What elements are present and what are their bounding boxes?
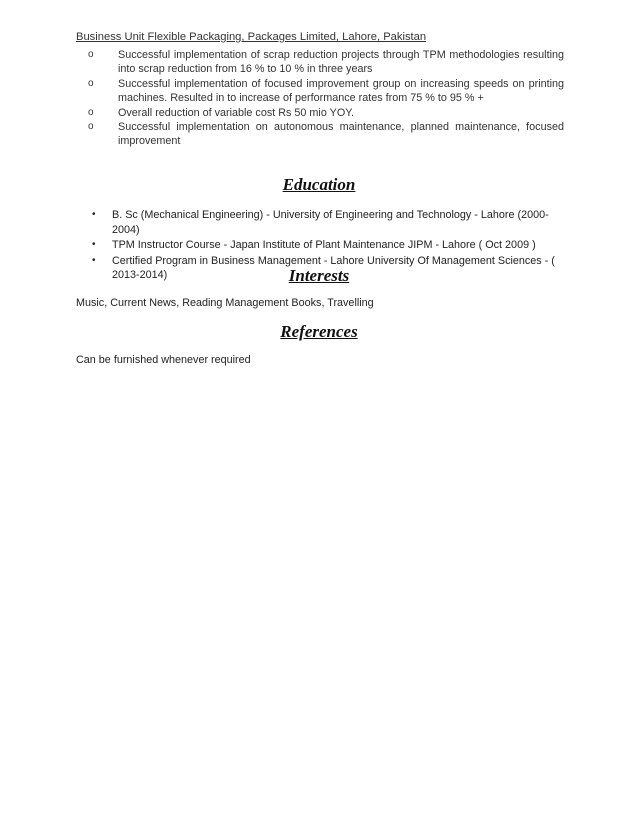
achievements-list bbox=[86, 48, 564, 149]
employer-line: Business Unit Flexible Packaging, Packages Limited, Lahore, Pakistan bbox=[76, 31, 427, 43]
education-heading: Education bbox=[282, 175, 356, 194]
interests-heading: Interests bbox=[288, 266, 350, 285]
achievement-text: Successful implementation of scrap reduction projects through TPM methodologies resulting into scrap reduction from 16 % to 10 % in three years bbox=[118, 49, 564, 76]
achievement-item bbox=[86, 77, 564, 106]
interests-text: Music, Current News, Reading Management Books, Travelling bbox=[76, 297, 374, 309]
education-item bbox=[92, 238, 572, 253]
achievement-item bbox=[86, 106, 564, 120]
references-heading: References bbox=[280, 322, 358, 341]
bullet-icon: • bbox=[92, 254, 96, 266]
achievement-text: Overall reduction of variable cost Rs 50 mio YOY. bbox=[118, 106, 355, 119]
bullet-icon: • bbox=[92, 209, 96, 220]
references-text: Can be furnished whenever required bbox=[76, 354, 251, 366]
education-text: Certified Program in Business Management - Lahore University Of Management Sciences - ( 2013-2014) bbox=[112, 254, 555, 282]
achievement-text: Successful implementation on autonomous maintenance, planned maintenance, focused improvement bbox=[118, 121, 564, 148]
circle-bullet-icon: o bbox=[88, 49, 94, 60]
education-text: TPM Instructor Course - Japan Institute of Plant Maintenance JIPM - Lahore ( Oct 2009 ) bbox=[112, 239, 536, 252]
achievement-item bbox=[86, 120, 564, 149]
circle-bullet-icon: o bbox=[88, 77, 94, 89]
education-item bbox=[92, 208, 572, 238]
achievement-item bbox=[86, 48, 564, 77]
circle-bullet-icon: o bbox=[88, 106, 94, 118]
education-text: B. Sc (Mechanical Engineering) - University of Engineering and Technology - Lahore (2000-2004) bbox=[112, 209, 549, 236]
bullet-icon: • bbox=[92, 239, 96, 251]
circle-bullet-icon: o bbox=[88, 121, 94, 133]
achievement-text: Successful implementation of focused improvement group on increasing speeds on printing machines. Resulted in to increase of performance rates from 75 % to 95 % + bbox=[118, 77, 564, 105]
